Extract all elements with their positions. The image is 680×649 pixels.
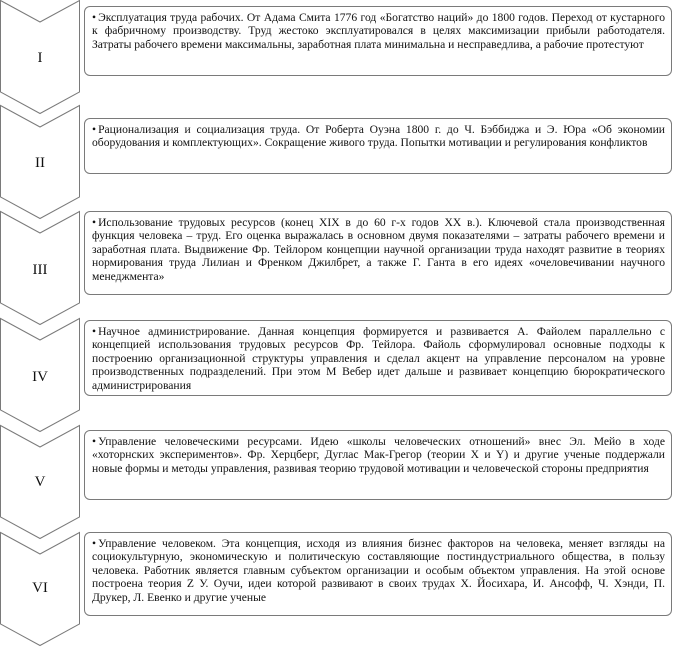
- stage-2-text: • Рационализация и социализация труда. От Роберта Оуэна 1800 г. до Ч. Бэббиджа и Э. Юра «Об экономии оборудования и комплектующих». Сокращение живого труда. Попытки мотивации и регулирования конфликтов: [92, 123, 665, 149]
- stage-5-text: • Управление человеческими ресурсами. Идею «школы человеческих отношений» внес Эл. Мейо в ходе «хоторнских экспериментов». Фр. Херцберг, Дуглас Мак-Грегор (теории X и Y) и другие ученые поддержали новые формы и методы управления, развивая теорию трудовой мотивации и человеческой стороны предприятия: [92, 435, 665, 475]
- stage-3-numeral: III: [32, 262, 48, 278]
- stage-6-chevron: [0, 532, 88, 646]
- stage-1-numeral: I: [37, 50, 43, 66]
- stage-2-description-box: [84, 118, 672, 174]
- stage-3-description-box: [84, 211, 672, 295]
- stage-4-chevron: [0, 318, 88, 432]
- stage-1-text: • Эксплуатация труда рабочих. От Адама Смита 1776 год «Богатство наций» до 1800 годов. Переход от кустарного к фабричному производству. Труд жестоко эксплуатировался в целях максимизации прибыли работодателя. Затраты рабочего времени максимальны, заработная плата минимальна и несправедлива, а рабочие протестуют: [92, 11, 665, 51]
- stage-3-chevron: [0, 211, 88, 325]
- stage-5-description-box: [84, 430, 672, 500]
- stage-5-numeral: V: [34, 474, 46, 490]
- stage-1-chevron: [0, 0, 88, 114]
- stage-1-description-box: [84, 6, 672, 76]
- stage-6-description-box: [84, 532, 672, 616]
- stage-4-description-box: [84, 320, 672, 396]
- stage-4-text: • Научное администрирование. Данная концепция формируется и развивается А. Файолем параллельно с концепцией использования трудовых ресурсов Фр. Тейлора. Файоль сформулировал основные подходы к построению организационной структуры управления и сделал акцент на управление персоналом на уровне производственных подразделений. При этом М Вебер идет дальше и развивает концепцию бюрократического администрирования: [92, 325, 665, 392]
- stage-2-chevron: [0, 105, 88, 219]
- stage-6-text: • Управление человеком. Эта концепция, исходя из влияния бизнес факторов на человека, меняет взгляды на социокультурную, экономическую и политическую составляющие постиндустриального общества, в пользу человека. Работник является главным субъектом организации и особым объектом управления. На этой основе построена теория Z У. Оучи, идеи которой развивают в своих трудах Х. Йосихара, И. Ансофф, Ч. Хэнди, П. Друкер, Л. Евенко и другие ученые: [92, 537, 665, 604]
- stage-2-numeral: II: [35, 155, 45, 171]
- stage-6-numeral: VI: [32, 580, 48, 596]
- stage-5-chevron: [0, 425, 88, 539]
- stage-4-numeral: IV: [32, 369, 48, 385]
- stage-3-text: • Использование трудовых ресурсов (конец XIX в до 60 г-х годов XX в.). Ключевой стала производственная функция человека – труд. Его оценка выражалась в основном двумя показателями – затраты рабочего времени и заработная плата. Выдвижение Фр. Тейлором концепции научной организации труда находят развитие в теориях нормирования труда Лилиан и Френком Джилбрет, а также Г. Ганта в его идеях «очеловечивании научного менеджмента»: [92, 216, 665, 283]
